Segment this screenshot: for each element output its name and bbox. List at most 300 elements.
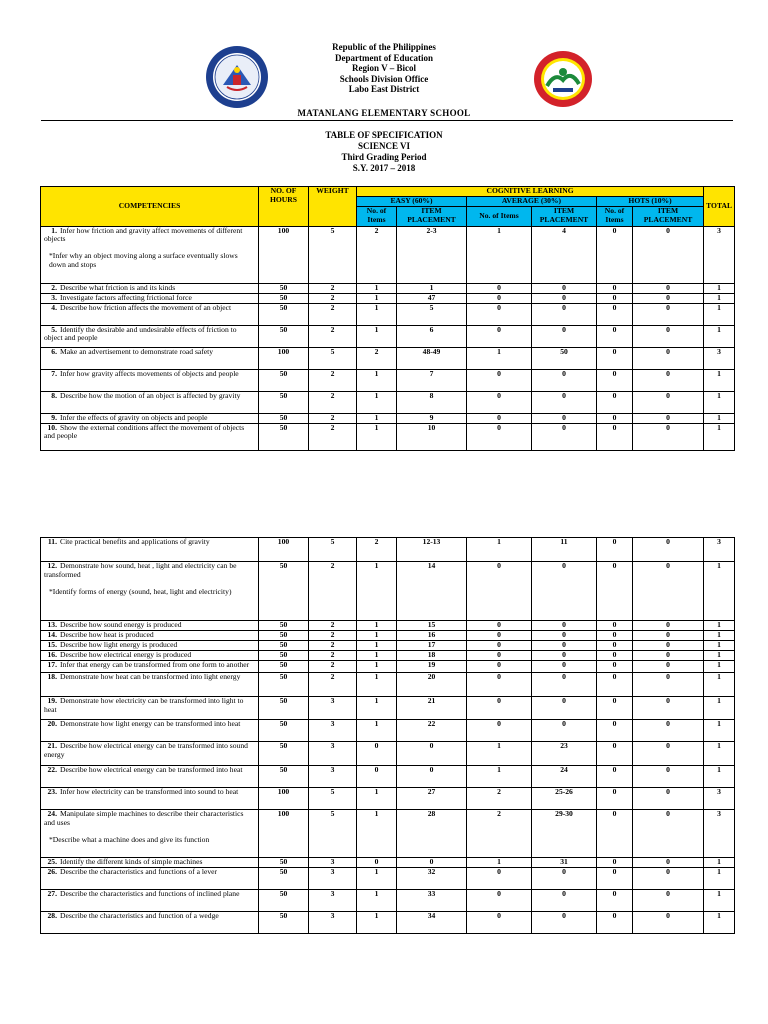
cell-avg-n: 0 [467,423,532,450]
cell-weight: 2 [309,369,357,391]
competency-number: 2. [51,283,57,292]
competency-text: Describe how friction affects the movement of an object [60,303,232,312]
cell-total: 3 [704,810,735,858]
cell-easy-p: 22 [397,720,467,742]
cell-total: 1 [704,621,735,631]
cell-weight: 3 [309,868,357,890]
competency-cell [41,720,259,742]
cell-easy-n: 1 [357,697,397,720]
cell-hours: 50 [259,890,309,912]
competency-text: Describe the characteristics and functions of inclined plane [60,889,240,898]
cell-easy-p: 19 [397,661,467,673]
cell-easy-n: 1 [357,423,397,450]
cell-weight: 5 [309,810,357,858]
table-row [41,226,735,283]
cell-easy-p: 47 [397,293,467,303]
cell-total: 1 [704,325,735,347]
cell-total: 1 [704,720,735,742]
cell-hots-p: 0 [633,651,704,661]
competency-number: 26. [47,867,57,876]
cell-hots-n: 0 [597,766,633,788]
cell-hots-n: 0 [597,661,633,673]
competency-cell [41,293,259,303]
cell-weight: 2 [309,325,357,347]
competency-text: Infer how electricity can be transformed into sound to heat [60,787,239,796]
competency-number: 7. [51,369,57,378]
cell-hours: 50 [259,283,309,293]
cell-hours: 50 [259,766,309,788]
competency-text: Describe what friction is and its kinds [60,283,176,292]
cell-weight: 3 [309,766,357,788]
cell-easy-n: 0 [357,742,397,766]
competency-cell [41,562,259,621]
col-hots: HOTS (10%) [597,196,704,206]
cell-hots-p: 0 [633,413,704,423]
competency-number: 10. [47,423,57,432]
cell-easy-p: 0 [397,742,467,766]
competency-text: Describe the characteristics and function of a wedge [60,911,219,920]
cell-easy-n: 1 [357,661,397,673]
cell-hots-p: 0 [633,858,704,868]
cell-weight: 5 [309,538,357,562]
cell-avg-n: 0 [467,868,532,890]
cell-avg-n: 1 [467,226,532,283]
header-line: Schools Division Office [339,73,429,84]
cell-hours: 50 [259,369,309,391]
subject: SCIENCE VI [357,141,411,151]
cell-hots-n: 0 [597,413,633,423]
cell-hots-p: 0 [633,766,704,788]
cell-hots-n: 0 [597,912,633,934]
cell-easy-p: 7 [397,369,467,391]
competency-number: 16. [47,650,57,659]
header-line: Region V – Bicol [352,63,416,73]
competency-number: 18. [47,672,57,681]
cell-easy-n: 0 [357,858,397,868]
table-row [41,766,735,788]
competency-number: 4. [51,303,57,312]
competency-subnote: *Identify forms of energy (sound, heat, light and electricity) [49,586,232,596]
table-row [41,325,735,347]
cell-hots-n: 0 [597,347,633,369]
cell-avg-n: 1 [467,742,532,766]
cell-hots-n: 0 [597,810,633,858]
table-body [41,538,735,934]
cell-hots-p: 0 [633,538,704,562]
competency-cell [41,766,259,788]
cell-avg-p: 29-30 [532,810,597,858]
cell-avg-n: 0 [467,562,532,621]
table-row [41,912,735,934]
table-row [41,661,735,673]
competency-cell [41,303,259,325]
cell-avg-n: 0 [467,283,532,293]
cell-hours: 50 [259,661,309,673]
cell-easy-n: 2 [357,347,397,369]
cell-hots-p: 0 [633,720,704,742]
cell-avg-p: 0 [532,720,597,742]
cell-avg-p: 0 [532,283,597,293]
specification-table-page-2 [40,537,735,934]
cell-total: 3 [704,226,735,283]
col-weight: WEIGHT [309,187,357,227]
cell-weight: 2 [309,631,357,641]
cell-hots-p: 0 [633,423,704,450]
cell-easy-n: 1 [357,651,397,661]
competency-text: Make an advertisement to demonstrate road safety [60,347,214,356]
cell-easy-n: 1 [357,720,397,742]
cell-easy-n: 1 [357,868,397,890]
cell-hots-n: 0 [597,890,633,912]
table-row [41,538,735,562]
cell-hours: 50 [259,293,309,303]
cell-easy-n: 1 [357,303,397,325]
table-row [41,868,735,890]
cell-hots-p: 0 [633,742,704,766]
cell-weight: 2 [309,413,357,423]
cell-hots-n: 0 [597,742,633,766]
competency-number: 22. [47,765,57,774]
table-row [41,303,735,325]
cell-hots-p: 0 [633,890,704,912]
competency-number: 5. [51,325,57,334]
cell-hours: 50 [259,413,309,423]
cell-hots-n: 0 [597,538,633,562]
cell-weight: 2 [309,562,357,621]
cell-avg-p: 0 [532,562,597,621]
cell-hots-n: 0 [597,858,633,868]
cell-hots-n: 0 [597,788,633,810]
cell-hours: 50 [259,651,309,661]
competency-cell [41,641,259,651]
cell-total: 1 [704,858,735,868]
cell-hots-p: 0 [633,810,704,858]
table-row [41,369,735,391]
cell-easy-p: 48-49 [397,347,467,369]
cell-easy-n: 1 [357,391,397,413]
school-year: S.Y. 2017 – 2018 [352,163,416,173]
cell-weight: 2 [309,293,357,303]
cell-hours: 100 [259,788,309,810]
cell-avg-n: 0 [467,673,532,697]
col-hours: NO. OF HOURS [259,187,309,227]
col-hots-items: No. of Items [597,206,633,226]
cell-easy-p: 18 [397,651,467,661]
cell-easy-n: 0 [357,766,397,788]
cell-avg-n: 0 [467,661,532,673]
cell-hours: 50 [259,697,309,720]
cell-total: 3 [704,788,735,810]
competency-subnote: *Describe what a machine does and give its function [49,834,210,844]
competency-number: 1. [51,226,57,235]
cell-avg-p: 50 [532,347,597,369]
competency-number: 11. [47,537,57,546]
cell-total: 1 [704,912,735,934]
cell-avg-n: 0 [467,651,532,661]
cell-avg-n: 0 [467,631,532,641]
cell-hots-p: 0 [633,303,704,325]
cell-weight: 2 [309,423,357,450]
cell-hots-p: 0 [633,369,704,391]
cell-hots-p: 0 [633,562,704,621]
competency-number: 17. [47,660,57,669]
cell-easy-n: 1 [357,293,397,303]
cell-weight: 2 [309,391,357,413]
competency-text: Describe how electrical energy is produced [60,650,192,659]
cell-total: 1 [704,423,735,450]
cell-hours: 50 [259,641,309,651]
cell-hours: 100 [259,347,309,369]
cell-weight: 5 [309,226,357,283]
cell-easy-p: 1 [397,283,467,293]
cell-avg-p: 0 [532,890,597,912]
grading-period: Third Grading Period [341,152,427,162]
competency-text: Demonstrate how sound, heat , light and electricity can be transformed [44,561,237,579]
cell-easy-p: 17 [397,641,467,651]
cell-avg-p: 23 [532,742,597,766]
cell-avg-n: 1 [467,858,532,868]
competency-text: Describe the characteristics and functions of a lever [60,867,218,876]
competency-number: 20. [47,719,57,728]
agency-header [0,42,768,95]
cell-hours: 50 [259,720,309,742]
cell-avg-p: 0 [532,369,597,391]
cell-weight: 2 [309,621,357,631]
cell-total: 1 [704,303,735,325]
cell-avg-n: 0 [467,621,532,631]
cell-weight: 3 [309,697,357,720]
cell-hots-p: 0 [633,697,704,720]
cell-total: 1 [704,641,735,651]
competency-cell [41,631,259,641]
cell-easy-p: 0 [397,766,467,788]
cell-hours: 50 [259,868,309,890]
competency-text: Identify the different kinds of simple machines [60,857,203,866]
cell-hots-p: 0 [633,868,704,890]
cell-hots-p: 0 [633,283,704,293]
cell-hours: 50 [259,631,309,641]
cell-weight: 3 [309,742,357,766]
table-row [41,293,735,303]
cell-hots-n: 0 [597,283,633,293]
cell-hours: 100 [259,810,309,858]
header-line: Republic of the Philippines [332,42,436,52]
cell-avg-p: 24 [532,766,597,788]
cell-easy-p: 5 [397,303,467,325]
cell-total: 1 [704,868,735,890]
cell-weight: 3 [309,858,357,868]
cell-total: 1 [704,413,735,423]
cell-easy-n: 1 [357,562,397,621]
cell-avg-n: 2 [467,810,532,858]
col-cognitive-learning: COGNITIVE LEARNING [357,187,704,197]
cell-hours: 100 [259,538,309,562]
cell-avg-n: 1 [467,347,532,369]
competency-number: 25. [47,857,57,866]
competency-cell [41,413,259,423]
cell-easy-n: 1 [357,890,397,912]
cell-easy-n: 1 [357,631,397,641]
table-row [41,742,735,766]
cell-weight: 2 [309,641,357,651]
cell-easy-p: 16 [397,631,467,641]
table-row [41,810,735,858]
table-row [41,391,735,413]
cell-avg-p: 0 [532,673,597,697]
table-row [41,641,735,651]
competency-number: 23. [47,787,57,796]
cell-avg-n: 0 [467,413,532,423]
competency-cell [41,347,259,369]
cell-avg-p: 31 [532,858,597,868]
competency-subnote: *Infer why an object moving along a surface eventually slows down and stops [49,251,238,269]
cell-weight: 2 [309,673,357,697]
cell-hots-n: 0 [597,651,633,661]
cell-total: 1 [704,742,735,766]
cell-easy-n: 1 [357,413,397,423]
cell-weight: 3 [309,912,357,934]
cell-easy-n: 2 [357,538,397,562]
table-body [41,226,735,450]
cell-easy-p: 0 [397,858,467,868]
cell-avg-n: 0 [467,697,532,720]
cell-avg-p: 11 [532,538,597,562]
table-row [41,697,735,720]
table-row [41,631,735,641]
competency-cell [41,697,259,720]
title-line: TABLE OF SPECIFICATION [325,130,443,140]
cell-easy-p: 2-3 [397,226,467,283]
cell-easy-n: 1 [357,810,397,858]
cell-easy-p: 33 [397,890,467,912]
cell-avg-p: 0 [532,641,597,651]
cell-avg-p: 0 [532,912,597,934]
cell-hots-n: 0 [597,631,633,641]
cell-hots-p: 0 [633,621,704,631]
cell-hots-n: 0 [597,293,633,303]
cell-avg-p: 0 [532,293,597,303]
table-row [41,423,735,450]
competency-text: Describe how heat is produced [60,630,154,639]
col-average-items: No. of Items [467,206,532,226]
header-divider [41,120,733,121]
col-hots-placement: ITEM PLACEMENT [633,206,704,226]
competency-cell [41,621,259,631]
cell-avg-p: 0 [532,631,597,641]
cell-easy-p: 34 [397,912,467,934]
competency-text: Infer that energy can be transformed from one form to another [60,660,250,669]
competency-number: 14. [47,630,57,639]
competency-number: 15. [47,640,57,649]
competency-text: Describe how electrical energy can be transformed into heat [60,765,243,774]
cell-hours: 50 [259,391,309,413]
table-row [41,673,735,697]
competency-number: 19. [47,696,57,705]
cell-avg-n: 0 [467,369,532,391]
cell-total: 1 [704,293,735,303]
cell-hots-p: 0 [633,788,704,810]
cell-easy-p: 14 [397,562,467,621]
cell-hours: 50 [259,742,309,766]
cell-easy-p: 10 [397,423,467,450]
cell-hots-n: 0 [597,369,633,391]
competency-cell [41,325,259,347]
competency-text: Demonstrate how heat can be transformed into light energy [60,672,241,681]
competency-cell [41,423,259,450]
cell-total: 1 [704,283,735,293]
competency-text: Describe how the motion of an object is affected by gravity [60,391,241,400]
cell-total: 1 [704,391,735,413]
cell-easy-p: 6 [397,325,467,347]
competency-cell [41,369,259,391]
cell-hots-p: 0 [633,325,704,347]
competency-number: 13. [47,620,57,629]
competency-cell [41,912,259,934]
competency-text: Cite practical benefits and applications of gravity [60,537,210,546]
cell-total: 1 [704,673,735,697]
cell-easy-n: 1 [357,369,397,391]
table-row [41,413,735,423]
cell-weight: 2 [309,283,357,293]
competency-text: Describe how electrical energy can be transformed into sound energy [44,741,248,759]
cell-avg-p: 0 [532,661,597,673]
competency-cell [41,538,259,562]
cell-easy-n: 1 [357,788,397,810]
cell-avg-n: 0 [467,890,532,912]
cell-easy-n: 2 [357,226,397,283]
col-competencies: COMPETENCIES [41,187,259,227]
competency-cell [41,673,259,697]
cell-total: 1 [704,651,735,661]
cell-total: 1 [704,766,735,788]
competency-text: Demonstrate how light energy can be transformed into heat [60,719,241,728]
cell-avg-n: 0 [467,641,532,651]
document-title [0,130,768,174]
header-line: Labo East District [348,84,420,94]
table-row [41,621,735,631]
cell-avg-p: 0 [532,621,597,631]
cell-hots-n: 0 [597,720,633,742]
cell-easy-p: 12-13 [397,538,467,562]
cell-avg-n: 2 [467,788,532,810]
cell-hots-p: 0 [633,912,704,934]
cell-hours: 50 [259,303,309,325]
competency-number: 27. [47,889,57,898]
cell-avg-p: 0 [532,303,597,325]
competency-number: 3. [51,293,57,302]
cell-weight: 2 [309,661,357,673]
competency-cell [41,283,259,293]
cell-easy-n: 1 [357,673,397,697]
table-row [41,720,735,742]
cell-hots-n: 0 [597,423,633,450]
cell-avg-p: 0 [532,651,597,661]
header-line: Department of Education [335,52,433,63]
competency-text: Infer how gravity affects movements of objects and people [60,369,239,378]
cell-total: 3 [704,538,735,562]
cell-hots-p: 0 [633,391,704,413]
cell-hots-n: 0 [597,303,633,325]
competency-number: 21. [47,741,57,750]
school-name: MATANLANG ELEMENTARY SCHOOL [297,108,471,118]
cell-hours: 50 [259,423,309,450]
cell-hots-p: 0 [633,631,704,641]
competency-text: Describe how light energy is produced [60,640,178,649]
cell-hours: 100 [259,226,309,283]
cell-hours: 50 [259,912,309,934]
col-average: AVERAGE (30%) [467,196,597,206]
cell-avg-p: 0 [532,868,597,890]
